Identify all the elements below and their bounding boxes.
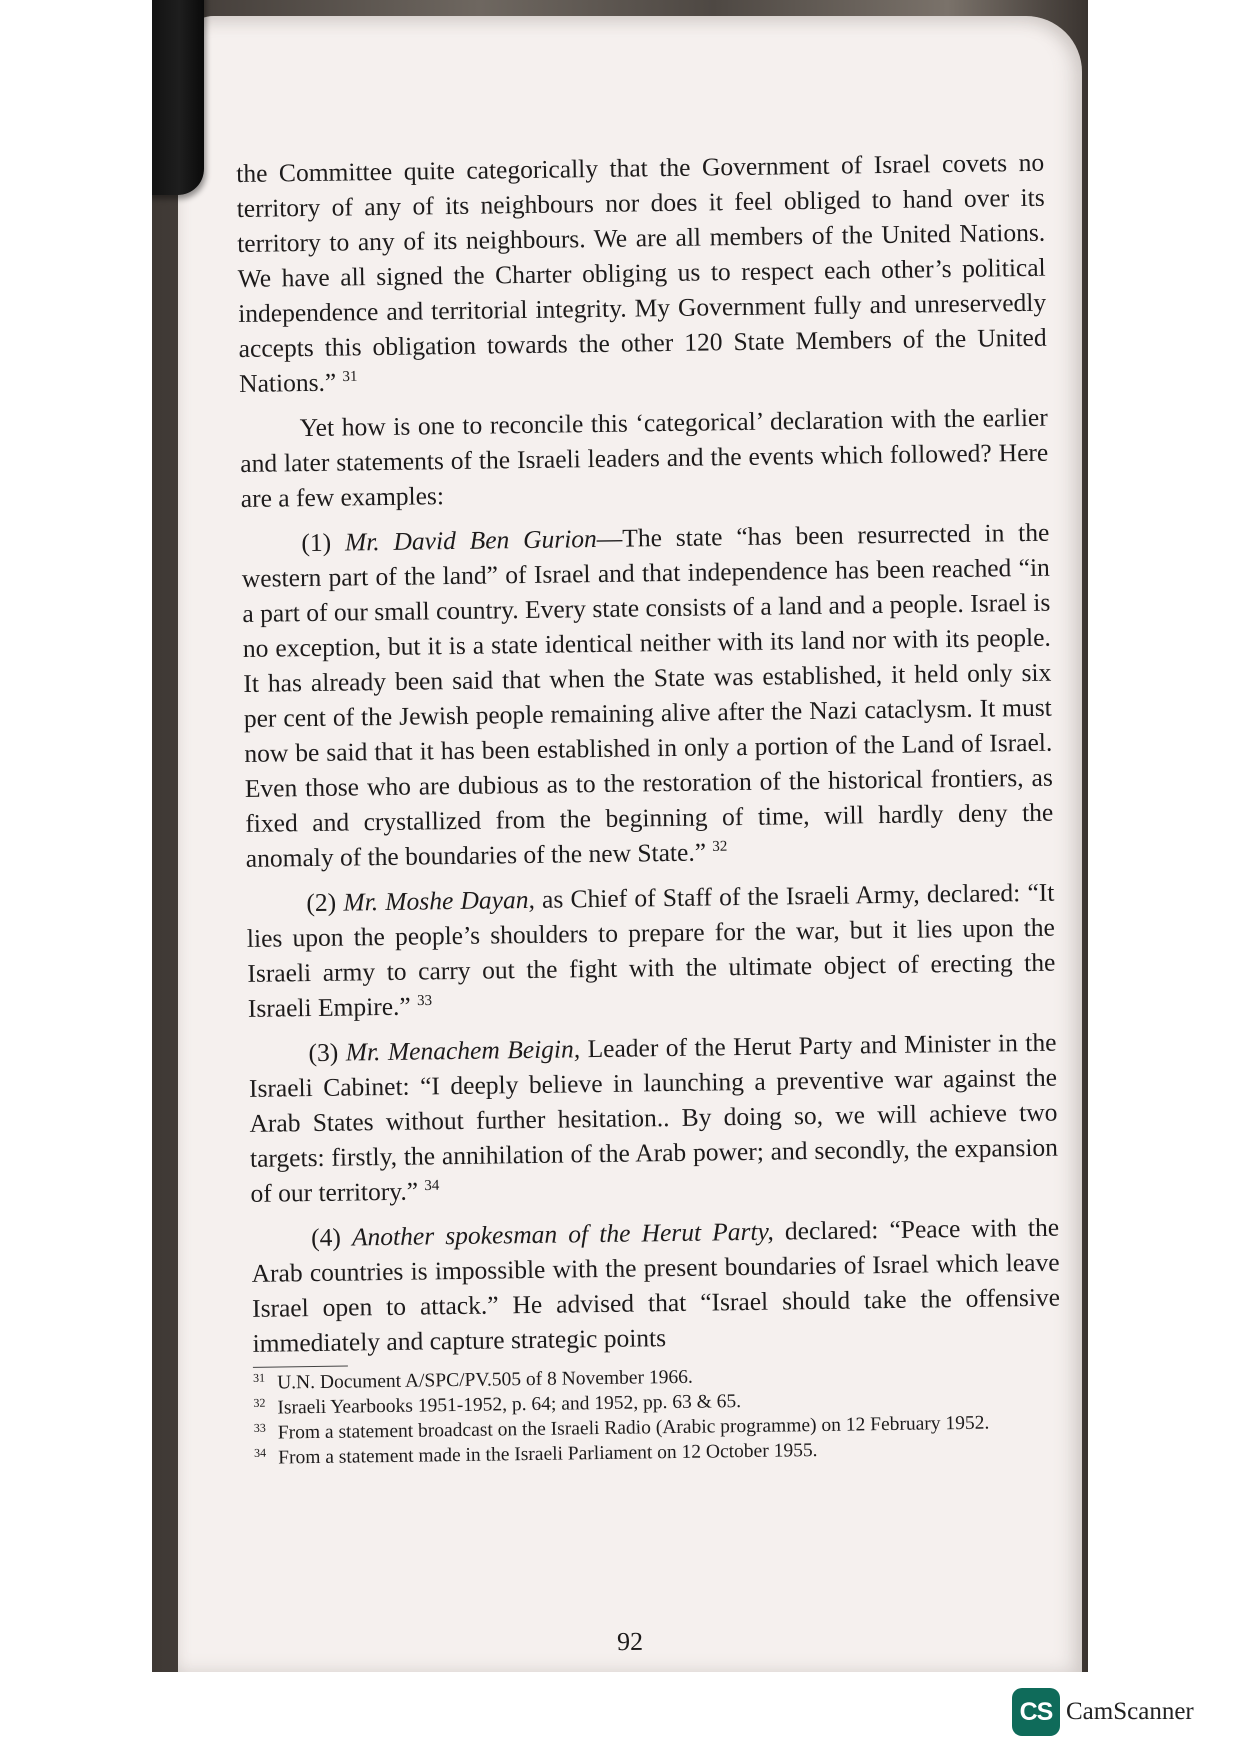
paragraph-intro bbox=[240, 400, 1049, 516]
paragraph-continuation bbox=[236, 145, 1047, 401]
example-number: (4) bbox=[310, 1222, 342, 1253]
watermark-text: CamScanner bbox=[1066, 1698, 1194, 1725]
footnotes bbox=[253, 1362, 1062, 1470]
example-text: —The state “has been resurrected in the western part of the land” of Israel and that independence has been reached “in a part of our small country. Every state consists of a land and a people. Israel is no exception, but it is a state identical neither with its land nor with its people. It has already been said that when the State was established, it held only six per cent of the Jewish people remaining alive after the Nazi cataclysm. It must now be said that it has been established in only a portion of the Land of Israel. Even those who are dubious as to the restoration of the historical frontiers, as fixed and crystallized from the beginning of time, will hardly deny the anomaly of the boundaries of the new State.” bbox=[241, 517, 1054, 873]
scanned-page-photo bbox=[152, 0, 1088, 1672]
page-content bbox=[236, 145, 1062, 1473]
example-text: as Chief of Staff of the Israeli Army, declared: “It lies upon the people’s shoulders to prepare for the war, but it lies upon the Israeli army to carry out the fight with the ultimate object of erecting the Israeli Empire.” bbox=[246, 877, 1056, 1023]
example-text: Leader of the Herut Party and Minister in the Israeli Cabinet: “I deeply believe in launching a preventive war against the Arab States without further hesitation.. By doing so, we will achieve two targets: firstly, the annihilation of the Arab power; and secondly, the expansion of our territory.” bbox=[248, 1027, 1059, 1208]
footnote-ref: 34 bbox=[424, 1177, 440, 1194]
footnote-text: U.N. Document A/SPC/PV.505 of 8 November 1966. bbox=[276, 1366, 693, 1394]
example-number: (1) bbox=[301, 527, 332, 558]
example-text: declared: “Peace with the Arab countries is impossible with the present boundaries of Israel which leave Israel open to attack.” He advised that “Israel should take the offensive immediately and capture strategic points bbox=[251, 1212, 1061, 1358]
example-1 bbox=[241, 515, 1054, 876]
footnote-ref: 31 bbox=[342, 368, 358, 386]
speaker-name: Another spokesman of the Herut Party, bbox=[351, 1216, 774, 1252]
example-4 bbox=[251, 1210, 1061, 1361]
camscanner-logo-icon: CS bbox=[1012, 1688, 1060, 1736]
example-2 bbox=[246, 875, 1056, 1026]
paragraph-text: the Committee quite categorically that the Government of Israel covets no territory of any of its neighbours nor does it feel obliged to hand over its territory to any of its neighbours. We are all members of the United Nations. We have all signed the Charter obliging us to respect each other’s political independence and territorial integrity. My Government fully and unreservedly accepts this obligation towards the other 120 State Members of the United Nations.” bbox=[236, 147, 1047, 398]
footnote-text: From a statement broadcast on the Israeli Radio (Arabic programme) on 12 February 1952. bbox=[277, 1412, 990, 1444]
footnote-divider bbox=[253, 1366, 348, 1368]
example-number: (3) bbox=[308, 1037, 339, 1068]
camscanner-watermark bbox=[1012, 1686, 1194, 1738]
paragraph-text: Yet how is one to reconcile this ‘categorical’ declaration with the earlier and later statements of the Israeli leaders and the events which followed? Here are a few examples: bbox=[240, 402, 1049, 513]
binder-clip bbox=[152, 0, 204, 195]
speaker-name: Mr. David Ben Gurion bbox=[344, 524, 598, 557]
book-page bbox=[178, 16, 1082, 1672]
page-number: 92 bbox=[616, 1626, 644, 1657]
example-3 bbox=[248, 1025, 1058, 1211]
speaker-name: Mr. Moshe Dayan, bbox=[343, 884, 536, 917]
footnote-ref: 33 bbox=[416, 992, 433, 1010]
example-number: (2) bbox=[306, 887, 337, 918]
footnote-text: From a statement made in the Israeli Parliament on 12 October 1955. bbox=[278, 1440, 818, 1469]
footnote-text: Israeli Yearbooks 1951-1952, p. 64; and 1952, pp. 63 & 65. bbox=[277, 1391, 742, 1419]
speaker-name: Mr. Menachem Beigin, bbox=[345, 1034, 581, 1067]
footnote-ref: 32 bbox=[712, 838, 728, 855]
